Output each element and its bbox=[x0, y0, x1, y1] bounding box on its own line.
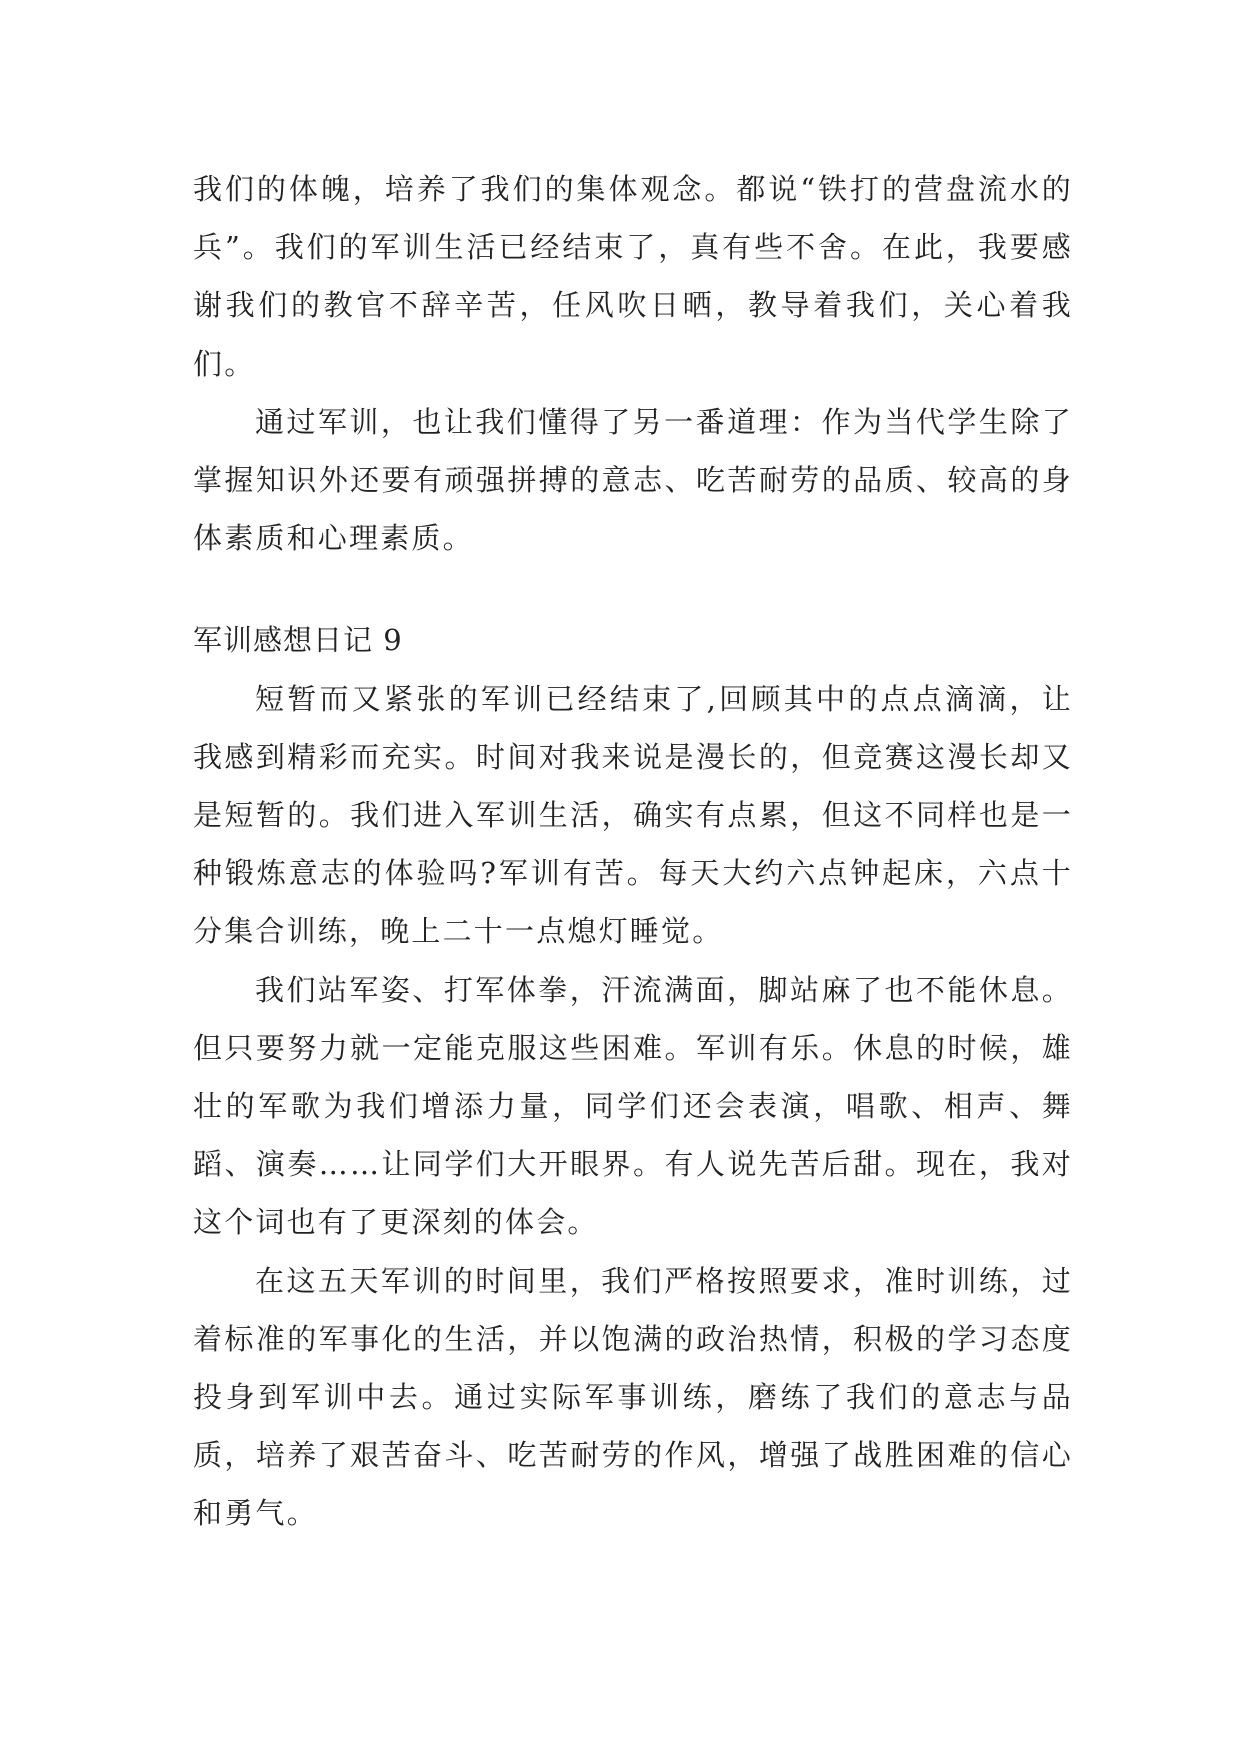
paragraph-1: 我们的体魄，培养了我们的集体观念。都说“铁打的营盘流水的兵”。我们的军训生活已经结束了，真有些不舍。在此，我要感谢我们的教官不辞辛苦，任风吹日晒，教导着我们，关心着我们。 bbox=[193, 172, 1073, 381]
paragraph-3: 短暂而又紧张的军训已经结束了,回顾其中的点点滴滴，让我感到精彩而充实。时间对我来说是漫长的，但竞赛这漫长却又是短暂的。我们进入军训生活，确实有点累，但这不同样也是一种锻炼意志的体验吗?军训有苦。每天大约六点钟起床，六点十分集合训练，晚上二十一点熄灯睡觉。 bbox=[193, 681, 1073, 949]
paragraph-2: 通过军训，也让我们懂得了另一番道理：作为当代学生除了掌握知识外还要有顽强拼搏的意志、吃苦耐劳的品质、较高的身体素质和心理素质。 bbox=[193, 404, 1073, 556]
paragraph-4: 我们站军姿、打军体拳，汗流满面，脚站麻了也不能休息。但只要努力就一定能克服这些困难。军训有乐。休息的时候，雄壮的军歌为我们增添力量，同学们还会表演，唱歌、相声、舞蹈、演奏……让同学们大开眼界。有人说先苦后甜。现在，我对这个词也有了更深刻的体会。 bbox=[193, 972, 1073, 1240]
paragraph-5: 在这五天军训的时间里，我们严格按照要求，准时训练，过着标准的军事化的生活，并以饱满的政治热情，积极的学习态度投身到军训中去。通过实际军事训练，磨练了我们的意志与品质，培养了艰苦奋斗、吃苦耐劳的作风，增强了战胜困难的信心和勇气。 bbox=[193, 1263, 1073, 1531]
document-body bbox=[193, 160, 1073, 1543]
section-heading: 军训感想日记 9 bbox=[193, 623, 403, 658]
